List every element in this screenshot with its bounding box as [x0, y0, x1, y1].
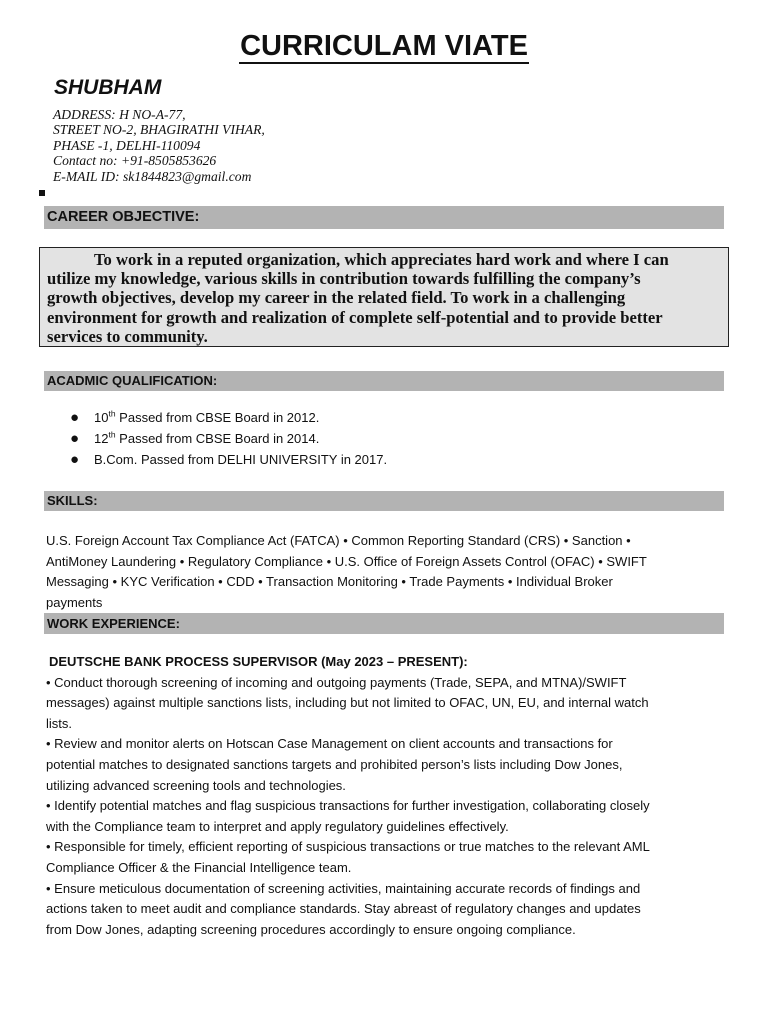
work-line: messages) against multiple sanctions lists, including but not limited to OFAC, UN, EU, and internal watch: [46, 695, 649, 711]
contact-number: Contact no: +91-8505853626: [53, 153, 217, 169]
address-line-3: PHASE -1, DELHI-110094: [53, 137, 201, 153]
document-title: [0, 30, 768, 63]
skills-line: U.S. Foreign Account Tax Compliance Act (FATCA) • Common Reporting Standard (CRS) • Sanction •: [46, 533, 631, 548]
bullet-icon: ●: [70, 451, 80, 468]
work-line: • Responsible for timely, efficient reporting of suspicious transactions or true matches to the relevant AML: [46, 839, 650, 855]
objective-line: services to community.: [47, 326, 208, 346]
work-line: • Review and monitor alerts on Hotscan Case Management on client accounts and transactions for: [46, 736, 613, 752]
bullet-icon: ●: [70, 409, 80, 426]
objective-line: utilize my knowledge, various skills in contribution towards fulfilling the company’s: [47, 269, 641, 289]
list-item: ● 10th Passed from CBSE Board in 2012.: [70, 408, 320, 426]
work-line: from Dow Jones, adapting screening procedures accordingly to ensure ongoing compliance.: [46, 921, 576, 937]
square-bullet-icon: [39, 190, 45, 196]
address-line-2: STREET NO-2, BHAGIRATHI VIHAR,: [53, 122, 265, 138]
job-title: DEUTSCHE BANK PROCESS SUPERVISOR (May 2023 – PRESENT):: [49, 654, 468, 669]
work-experience-block: [46, 652, 736, 940]
work-line: lists.: [46, 715, 72, 731]
work-line: Compliance Officer & the Financial Intelligence team.: [46, 859, 352, 875]
work-experience-heading: WORK EXPERIENCE:: [44, 613, 724, 634]
document-title-text: CURRICULAM VIATE: [240, 30, 528, 62]
objective-box: [39, 247, 729, 347]
skills-line: Messaging • KYC Verification • CDD • Transaction Monitoring • Trade Payments • Individual Broker: [46, 574, 613, 590]
career-objective-heading: CAREER OBJECTIVE:: [44, 206, 724, 229]
skills-text: [46, 531, 726, 613]
work-line: • Ensure meticulous documentation of screening activities, maintaining accurate records of findings and: [46, 880, 641, 896]
candidate-name: SHUBHAM: [54, 76, 162, 99]
work-line: with the Compliance team to interpret and apply regulatory guidelines effectively.: [46, 818, 509, 834]
academic-heading: ACADMIC QUALIFICATION:: [44, 371, 724, 391]
qualification-list: [70, 407, 387, 470]
work-line: • Identify potential matches and flag suspicious transactions for further investigation, collaborating closely: [46, 798, 650, 814]
work-line: utilizing advanced screening tools and technologies.: [46, 777, 346, 793]
email-address: E-MAIL ID: sk1844823@gmail.com: [53, 168, 252, 184]
skills-line: AntiMoney Laundering • Regulatory Compliance • U.S. Office of Foreign Assets Control (OFAC) • SWIFT: [46, 553, 647, 569]
list-item: ● 12th Passed from CBSE Board in 2014.: [70, 429, 320, 447]
work-line: actions taken to meet audit and compliance standards. Stay abreast of regulatory changes and updates: [46, 901, 641, 917]
work-line: • Conduct thorough screening of incoming and outgoing payments (Trade, SEPA, and MTNA)/SWIFT: [46, 674, 627, 690]
bullet-icon: ●: [70, 430, 80, 447]
skills-heading: SKILLS:: [44, 491, 724, 511]
address-line-1: ADDRESS: H NO-A-77,: [53, 107, 186, 122]
objective-line: To work in a reputed organization, which appreciates hard work and where I can: [94, 250, 669, 269]
contact-block: [53, 107, 265, 184]
objective-line: growth objectives, develop my career in the related field. To work in a challenging: [47, 288, 626, 308]
work-line: potential matches to designated sanctions targets and prohibited person’s lists including Dow Jones,: [46, 756, 623, 772]
objective-line: environment for growth and realization of complete self-potential and to provide better: [47, 307, 663, 327]
list-item: ● B.Com. Passed from DELHI UNIVERSITY in 2017.: [70, 451, 388, 468]
skills-line: payments: [46, 594, 103, 610]
